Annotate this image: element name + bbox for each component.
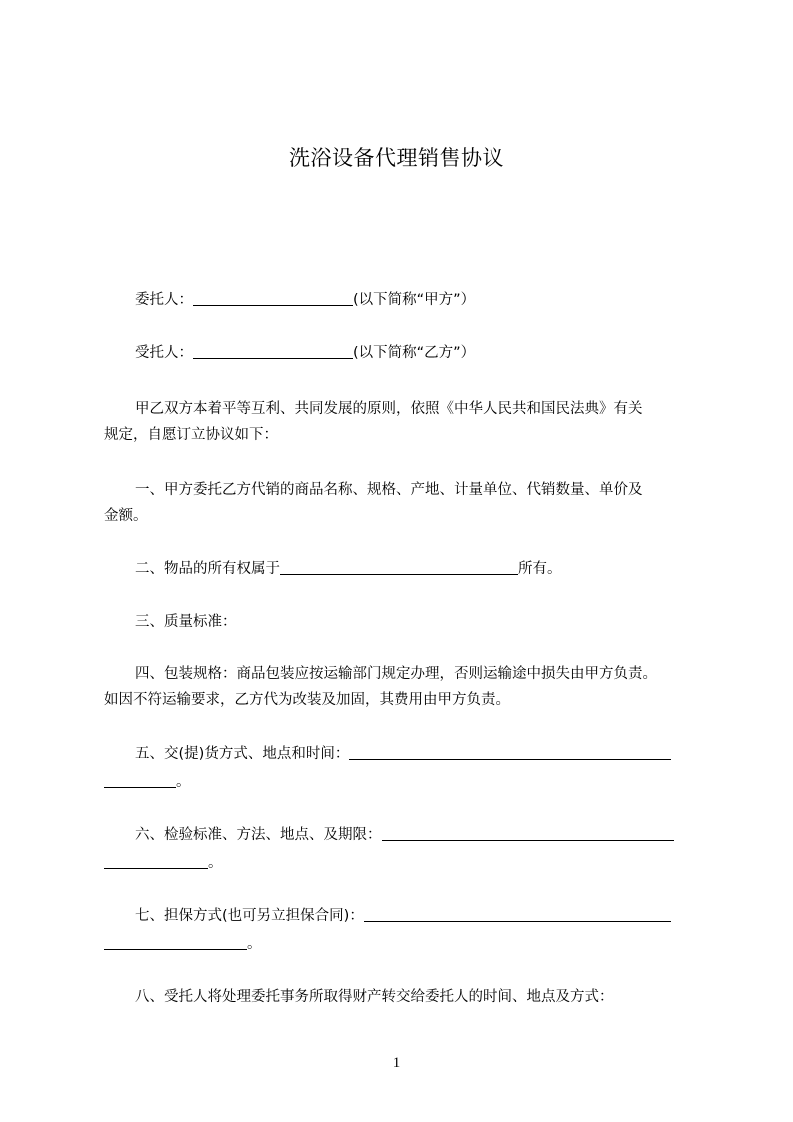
clause-5-line-1: [104, 742, 735, 766]
clause-8-line: 八、受托人将处理委托事务所取得财产转交给委托人的时间、地点及方式：: [135, 989, 614, 1005]
clause-2-prefix: 二、物品的所有权属于: [135, 561, 280, 577]
party-b-label: 受托人：: [135, 345, 193, 361]
clause-1-line-2: 金额。: [104, 508, 148, 524]
clause-2-suffix: 所有。: [518, 561, 562, 577]
clause-5-line-2: [104, 770, 704, 794]
preamble-line-2: 规定，自愿订立协议如下：: [104, 427, 278, 443]
party-b-blank[interactable]: [193, 344, 353, 359]
party-a-blank[interactable]: [193, 291, 353, 306]
clause-5-end: 。: [176, 774, 191, 790]
guarantee-blank-continued[interactable]: [104, 935, 247, 950]
party-a-line: [104, 288, 735, 312]
preamble-line-1: 甲乙双方本着平等互利、共同发展的原则，依照《中华人民共和国民法典》有关: [135, 401, 643, 417]
clause-6-prefix: 六、检验标准、方法、地点、及期限：: [135, 827, 382, 843]
inspection-blank-continued[interactable]: [104, 854, 208, 869]
clause-4-line-2: 如因不符运输要求，乙方代为改装及加固，其费用由甲方负责。: [104, 692, 510, 708]
clause-1-line-1: 一、甲方委托乙方代销的商品名称、规格、产地、计量单位、代销数量、单价及: [135, 482, 643, 498]
document-title: 洗浴设备代理销售协议: [289, 146, 504, 170]
party-a-label: 委托人：: [135, 292, 193, 308]
clause-7-line-1: [104, 904, 735, 928]
party-b-suffix: (以下简称“乙方”）: [353, 345, 476, 361]
delivery-blank-continued[interactable]: [104, 773, 176, 788]
clause-7-end: 。: [247, 936, 262, 952]
clause-5-prefix: 五、交(提)货方式、地点和时间：: [135, 746, 350, 762]
clause-7-prefix: 七、担保方式(也可另立担保合同)：: [135, 908, 364, 924]
page-number: 1: [392, 1055, 401, 1071]
clause-4-line-1: 四、包装规格：商品包装应按运输部门规定办理，否则运输途中损失由甲方负责。: [135, 666, 657, 682]
party-a-suffix: (以下简称“甲方”）: [353, 292, 476, 308]
delivery-blank[interactable]: [349, 745, 671, 760]
clause-2-line: [104, 557, 735, 581]
clause-6-line-2: [104, 851, 704, 875]
guarantee-blank[interactable]: [364, 907, 671, 922]
inspection-blank[interactable]: [382, 826, 674, 841]
clause-6-end: 。: [208, 855, 223, 871]
party-b-line: [104, 341, 735, 365]
owner-blank[interactable]: [280, 560, 518, 575]
clause-7-line-2: [104, 932, 704, 956]
clause-6-line-1: [104, 823, 735, 847]
clause-3-line: 三、质量标准：: [135, 614, 237, 630]
